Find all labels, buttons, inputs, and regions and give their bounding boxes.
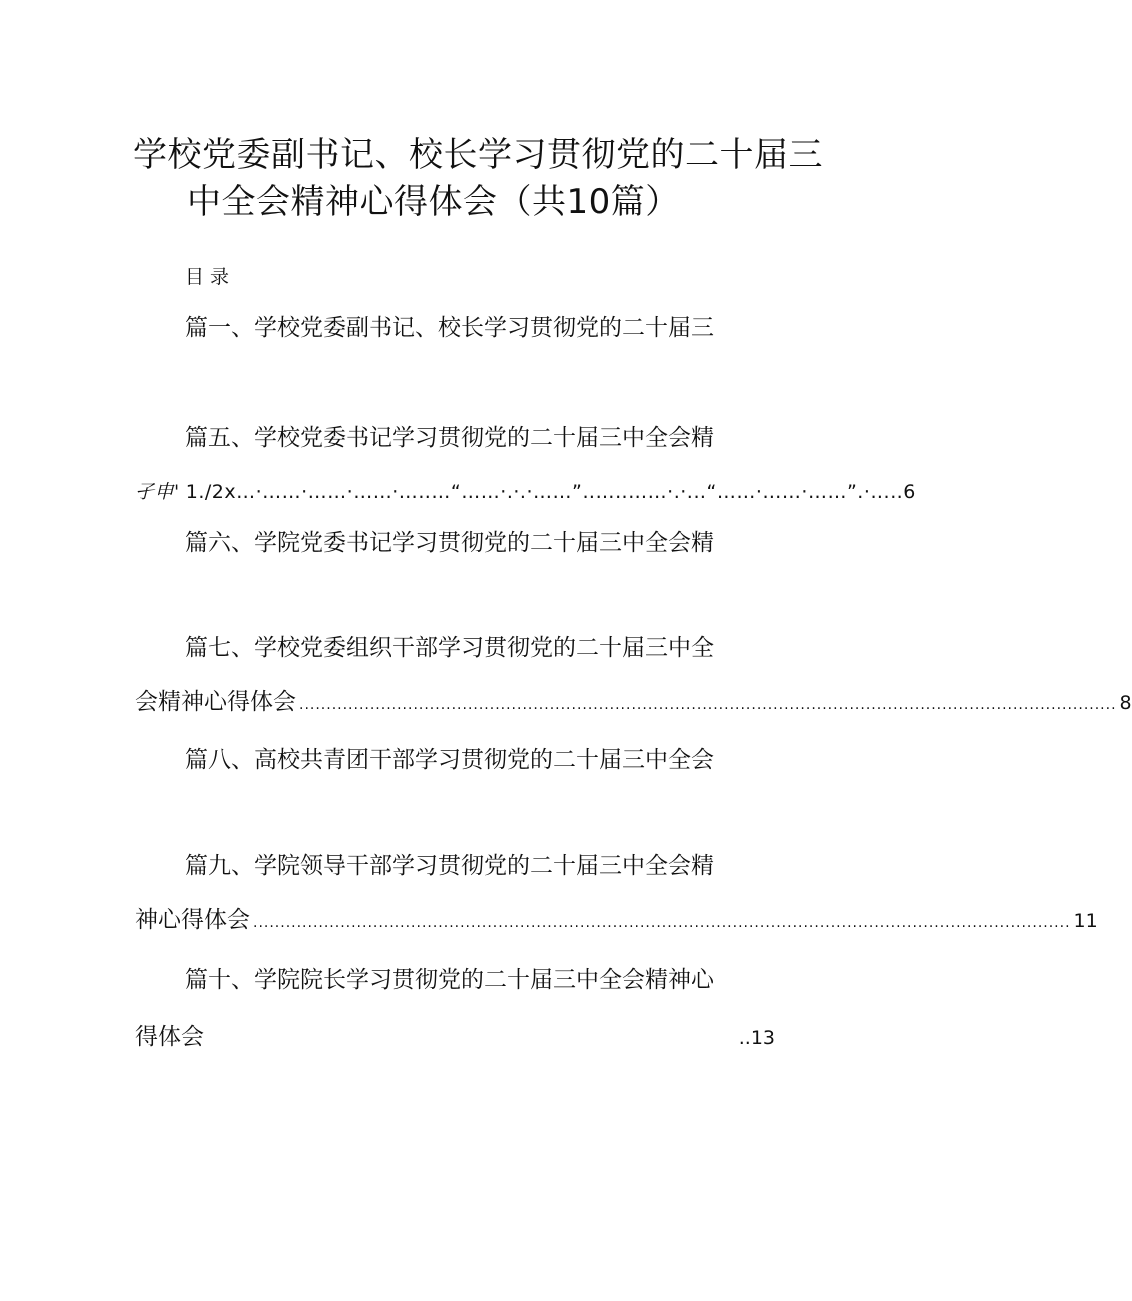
toc-entry-9[interactable]: 篇九、学院领导干部学习贯彻党的二十届三中全会精	[185, 853, 714, 879]
dot-leader: ......................................................................................................................................................	[299, 697, 1117, 713]
dot-leader: ......................................................................................................................................................	[253, 915, 1071, 931]
garbled-prefix: 孑申'	[135, 481, 180, 503]
toc-entry-9-cont-text: 神心得体会	[135, 907, 250, 933]
toc-entry-10-cont-text: 得体会	[135, 1024, 204, 1050]
toc-entry-7-cont-text: 会精神心得体会	[135, 689, 296, 715]
toc-entry-7[interactable]: 篇七、学校党委组织干部学习贯彻党的二十届三中全	[185, 635, 714, 661]
garbled-leader: 1./2x…·……·……·……·…‥…“……·.·.·……”‥…‥……·.·.‥“……·……·……”.·‥.‥6	[185, 481, 916, 503]
document-title-line-1: 学校党委副书记、校长学习贯彻党的二十届三	[133, 135, 823, 175]
toc-entry-9-page: 11	[1073, 910, 1098, 932]
toc-entry-6[interactable]: 篇六、学院党委书记学习贯彻党的二十届三中全会精	[185, 530, 714, 556]
document-title-line-2: 中全会精神心得体会（共10篇）	[187, 182, 680, 222]
toc-entry-7-page: 8	[1119, 692, 1132, 714]
toc-entry-9-continuation[interactable]	[135, 906, 1098, 937]
toc-heading: 目录	[185, 266, 236, 288]
toc-entry-5[interactable]: 篇五、学校党委书记学习贯彻党的二十届三中全会精	[185, 425, 714, 451]
toc-entry-5-leader-line	[135, 480, 916, 504]
toc-entry-8[interactable]: 篇八、高校共青团干部学习贯彻党的二十届三中全会	[185, 747, 714, 773]
toc-entry-10[interactable]: 篇十、学院院长学习贯彻党的二十届三中全会精神心	[185, 967, 714, 993]
toc-entry-1[interactable]: 篇一、学校党委副书记、校长学习贯彻党的二十届三	[185, 315, 714, 341]
toc-entry-7-continuation[interactable]	[135, 688, 1132, 719]
toc-entry-10-continuation[interactable]	[135, 1023, 775, 1052]
toc-entry-10-page: ..13	[738, 1027, 775, 1049]
